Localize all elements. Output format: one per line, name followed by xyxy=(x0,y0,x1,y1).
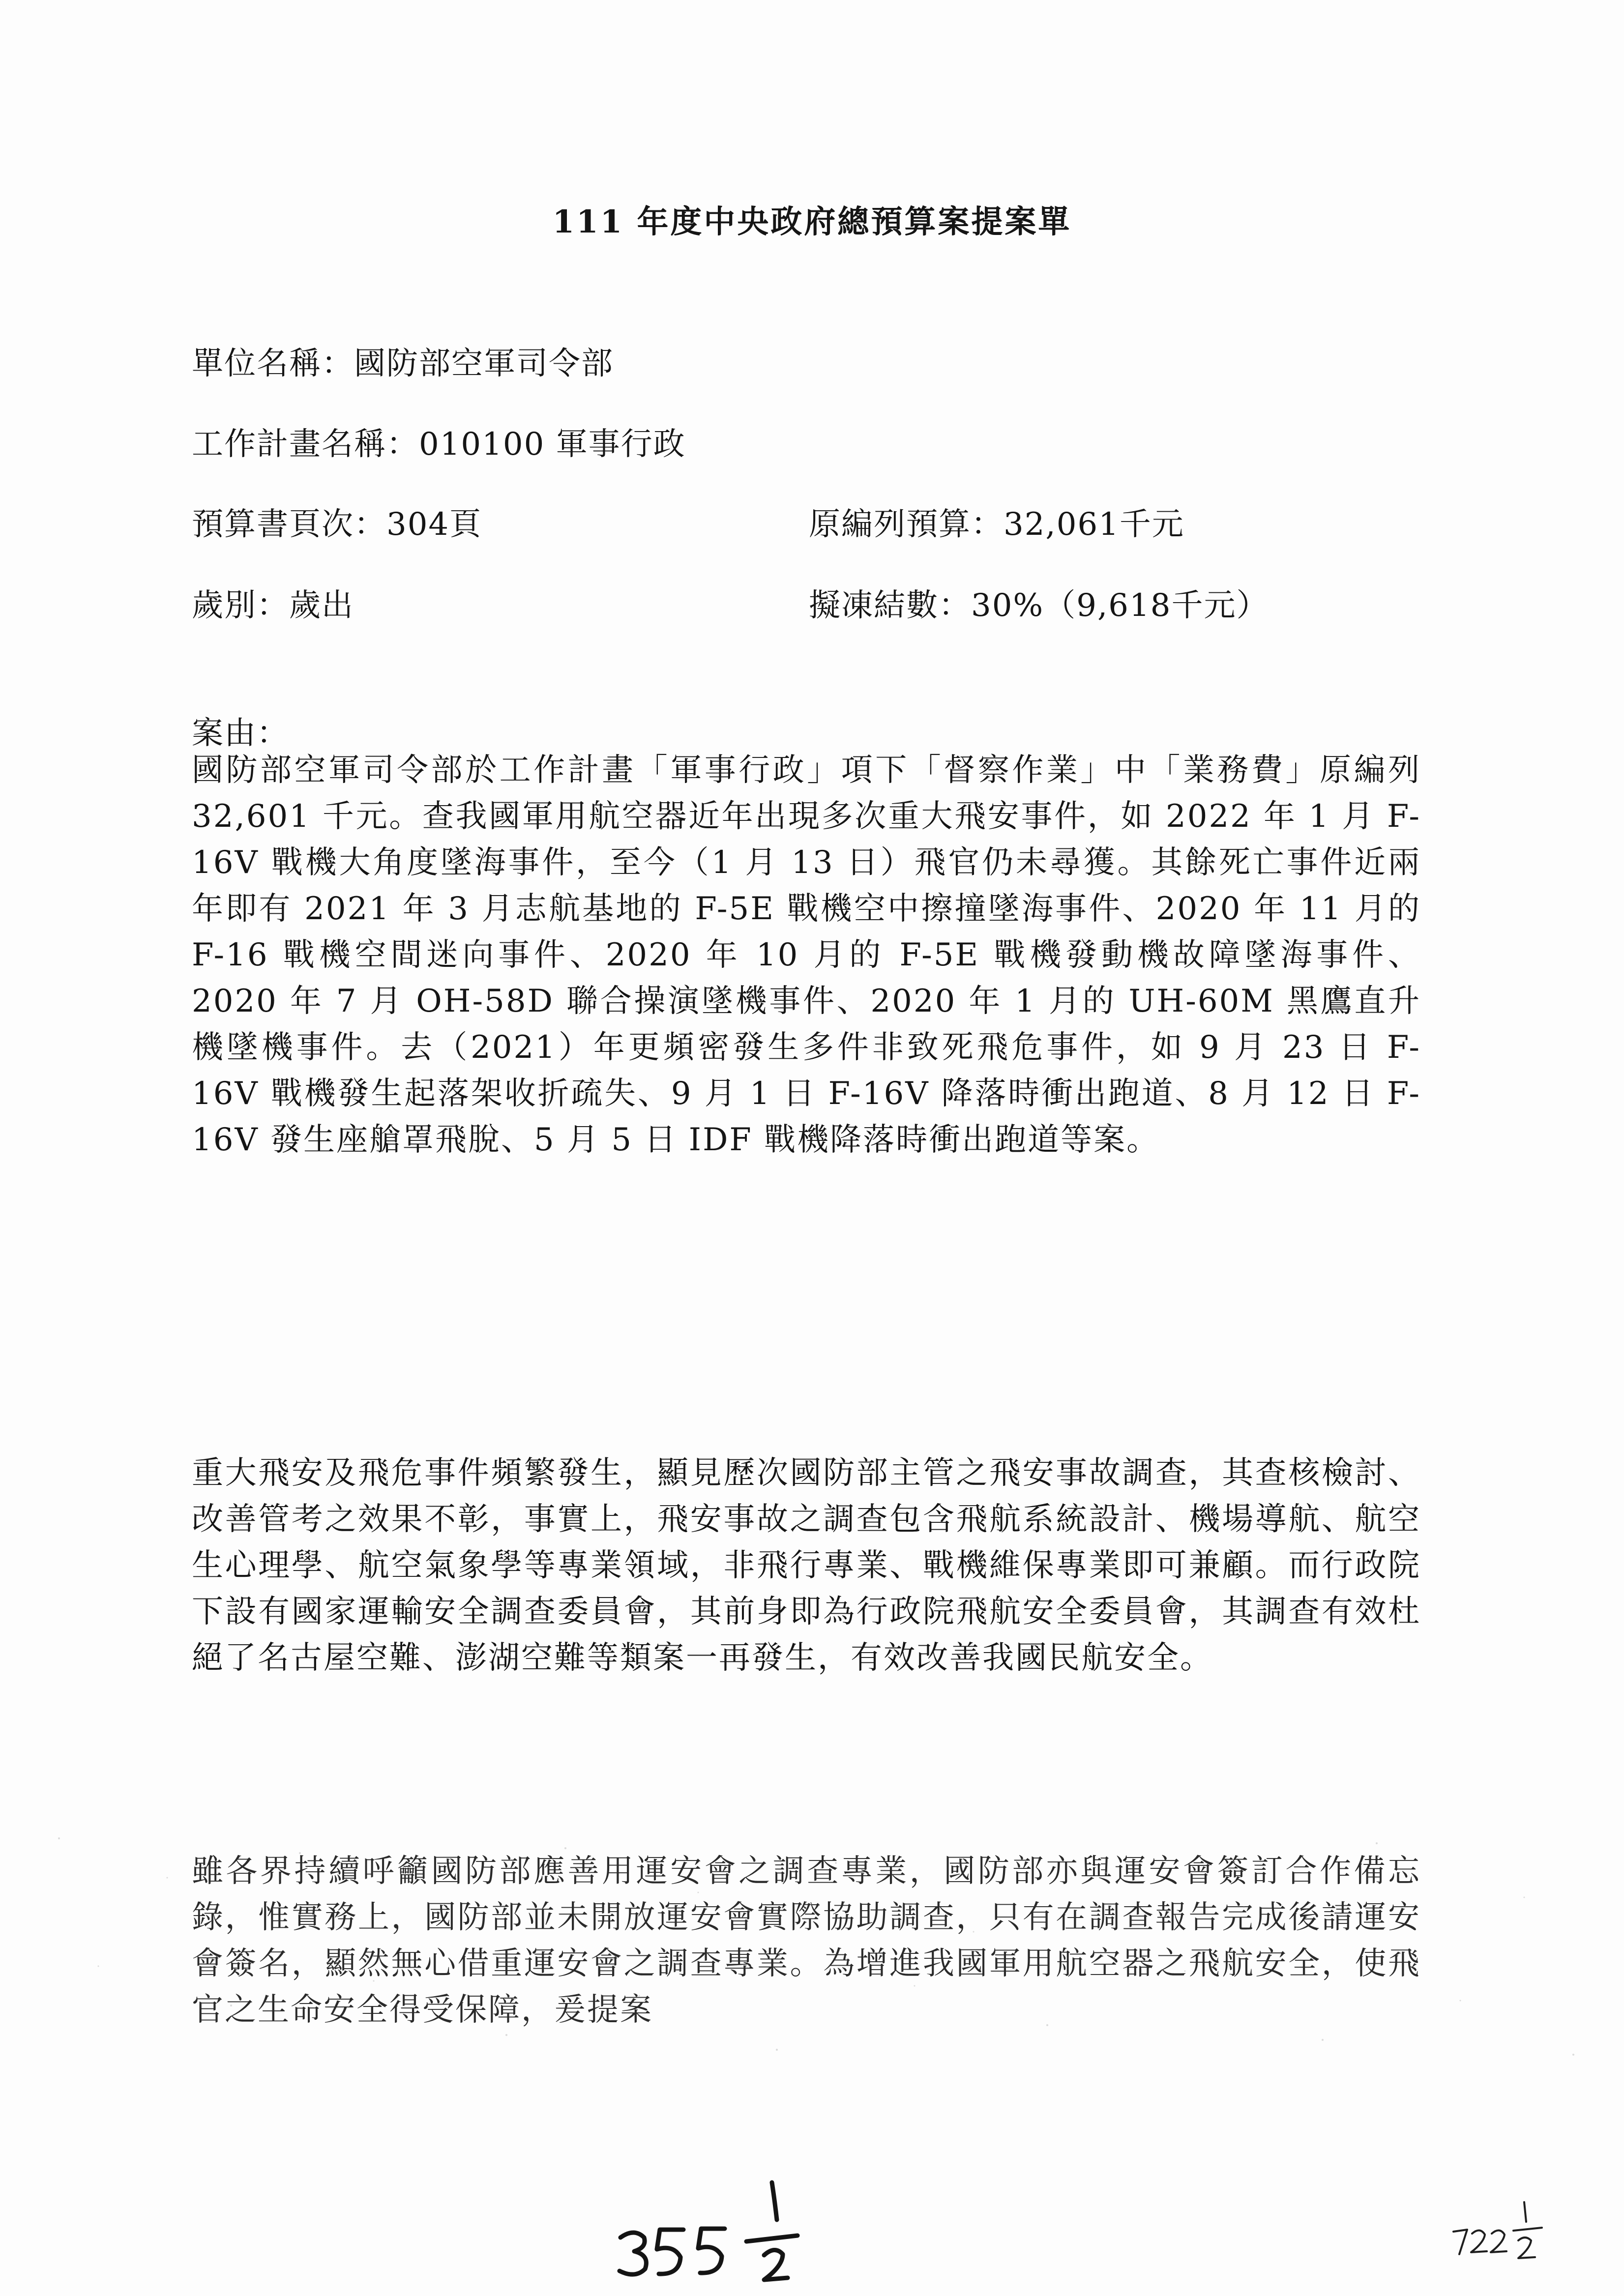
reason-label: 案由： xyxy=(192,715,289,752)
reason-paragraph-1: 國防部空軍司令部於工作計畫「軍事行政」項下「督察作業」中「業務費」原編列 32,601 千元。查我國軍用航空器近年出現多次重大飛安事件，如 2022 年 1 月 F-16V 戰機大角度墜海事件，至今（1 月 13 日）飛官仍未尋獲。其餘死亡事件近兩年即有 2021 年 3 月志航基地的 F-5E 戰機空中擦撞墜海事件、2020 年 11 月的 F-16 戰機空間迷向事件、2020 年 10 月的 F-5E 戰機發動機故障墜海事件、 2020 年 7 月 OH-58D 聯合操演墜機事件、2020 年 1 月的 UH-60M 黑鷹直升機墜機事件。去（2021）年更頻密發生多件非致死飛危事件，如 9 月 23 日 F-16V 戰機發生起落架收折疏失、9 月 1 日 F-16V 降落時衝出跑道、8 月 12 日 F-16V 發生座艙罩飛脫、5 月 5 日 IDF 戰機降落時衝出跑道等案。 xyxy=(192,752,1421,1158)
freeze-amount: 擬凍結數：30%（9,618千元） xyxy=(809,587,1269,624)
budget-book-page: 預算書頁次：304頁 xyxy=(192,506,482,543)
handwritten-page-mark-icon xyxy=(615,2173,821,2286)
reason-paragraph-3: 雖各界持續呼籲國防部應善用運安會之調查專業，國防部亦與運安會簽訂合作備忘錄，惟實務上，國防部並未開放運安會實際協助調查，只有在調查報告完成後請運安會簽名，顯然無心借重運安會之調查專業。為增進我國軍用航空器之飛航安全，使飛官之生命安全得受保障，爰提案 xyxy=(192,1853,1421,2028)
document-title: 111 年度中央政府總預算案提案單 xyxy=(552,203,1072,240)
unit-name: 單位名稱：國防部空軍司令部 xyxy=(192,346,614,382)
expenditure-category: 歲別：歲出 xyxy=(192,587,354,624)
reason-paragraph-2: 重大飛安及飛危事件頻繁發生，顯見歷次國防部主管之飛安事故調查，其查核檢討、改善管考之效果不彰，事實上，飛安事故之調查包含飛航系統設計、機場導航、航空生心理學、航空氣象學等專業領域，非飛行專業、戰機維保專業即可兼顧。而行政院下設有國家運輸安全調查委員會，其前身即為行政院飛航安全委員會，其調查有效杜絕了名古屋空難、澎湖空難等類案一再發生，有效改善我國民航安全。 xyxy=(192,1455,1421,1676)
handwritten-corner-mark-icon xyxy=(1450,2197,1559,2266)
work-plan-name: 工作計畫名稱：010100 軍事行政 xyxy=(192,426,686,463)
original-budget: 原編列預算：32,061千元 xyxy=(809,506,1184,543)
